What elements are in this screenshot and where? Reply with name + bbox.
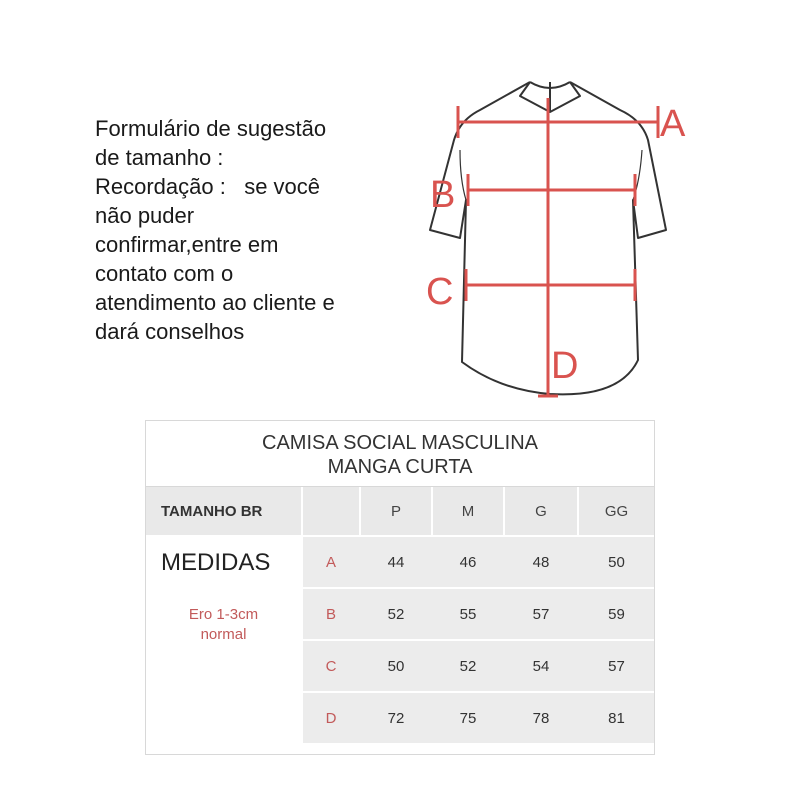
label-d: D bbox=[551, 345, 579, 387]
intro-line: Recordação : se você bbox=[95, 174, 321, 199]
table-cell: 78 bbox=[532, 709, 550, 727]
row-label: A bbox=[325, 553, 336, 571]
table-title-line1: CAMISA SOCIAL MASCULINA bbox=[262, 432, 538, 454]
row-label: C bbox=[325, 657, 337, 675]
size-header-cell: P bbox=[361, 487, 431, 535]
row-label: B bbox=[325, 605, 336, 623]
label-c: C bbox=[426, 271, 454, 313]
size-table bbox=[145, 420, 655, 755]
intro-line: dará conselhos bbox=[95, 319, 245, 344]
tolerance-note bbox=[166, 605, 281, 645]
shirt-measurement-diagram bbox=[420, 60, 720, 410]
tolerance-note-line1: Ero 1-3cm bbox=[188, 606, 259, 623]
size-header-cell: G bbox=[505, 487, 577, 535]
intro-line: atendimento ao cliente e bbox=[95, 290, 335, 315]
intro-line: contato com o bbox=[95, 261, 234, 286]
intro-line: não puder bbox=[95, 203, 195, 228]
table-cell: 46 bbox=[459, 553, 477, 571]
table-cell: 54 bbox=[532, 657, 550, 675]
table-cell: 55 bbox=[459, 605, 477, 623]
intro-line: Formulário de sugestão bbox=[95, 116, 327, 141]
table-cell: 57 bbox=[608, 657, 625, 675]
size-header-cell: GG bbox=[579, 487, 654, 535]
label-b: B bbox=[430, 174, 456, 216]
table-cell: 50 bbox=[387, 657, 405, 675]
tolerance-note-line2: normal bbox=[200, 626, 247, 643]
table-cell: 75 bbox=[459, 709, 477, 727]
table-cell: 52 bbox=[387, 605, 405, 623]
table-title bbox=[146, 421, 654, 487]
table-cell: 57 bbox=[532, 605, 550, 623]
size-suggestion-text bbox=[95, 114, 425, 346]
table-cell: 81 bbox=[608, 709, 625, 727]
table-title-line2: MANGA CURTA bbox=[327, 456, 473, 478]
table-cell: 48 bbox=[532, 553, 550, 571]
table-cell: 44 bbox=[387, 553, 405, 571]
intro-line: confirmar,entre em bbox=[95, 232, 279, 257]
table-cell: 50 bbox=[608, 553, 625, 571]
intro-line: de tamanho : bbox=[95, 145, 224, 170]
table-cell: 72 bbox=[387, 709, 405, 727]
label-a: A bbox=[660, 103, 686, 145]
table-cell: 52 bbox=[459, 657, 477, 675]
size-header-cell: M bbox=[433, 487, 503, 535]
table-cell: 59 bbox=[608, 605, 625, 623]
row-label: D bbox=[325, 709, 337, 727]
size-header: TAMANHO BR bbox=[146, 487, 301, 535]
header-empty-cell bbox=[303, 487, 359, 535]
measures-label: MEDIDAS bbox=[161, 549, 271, 576]
